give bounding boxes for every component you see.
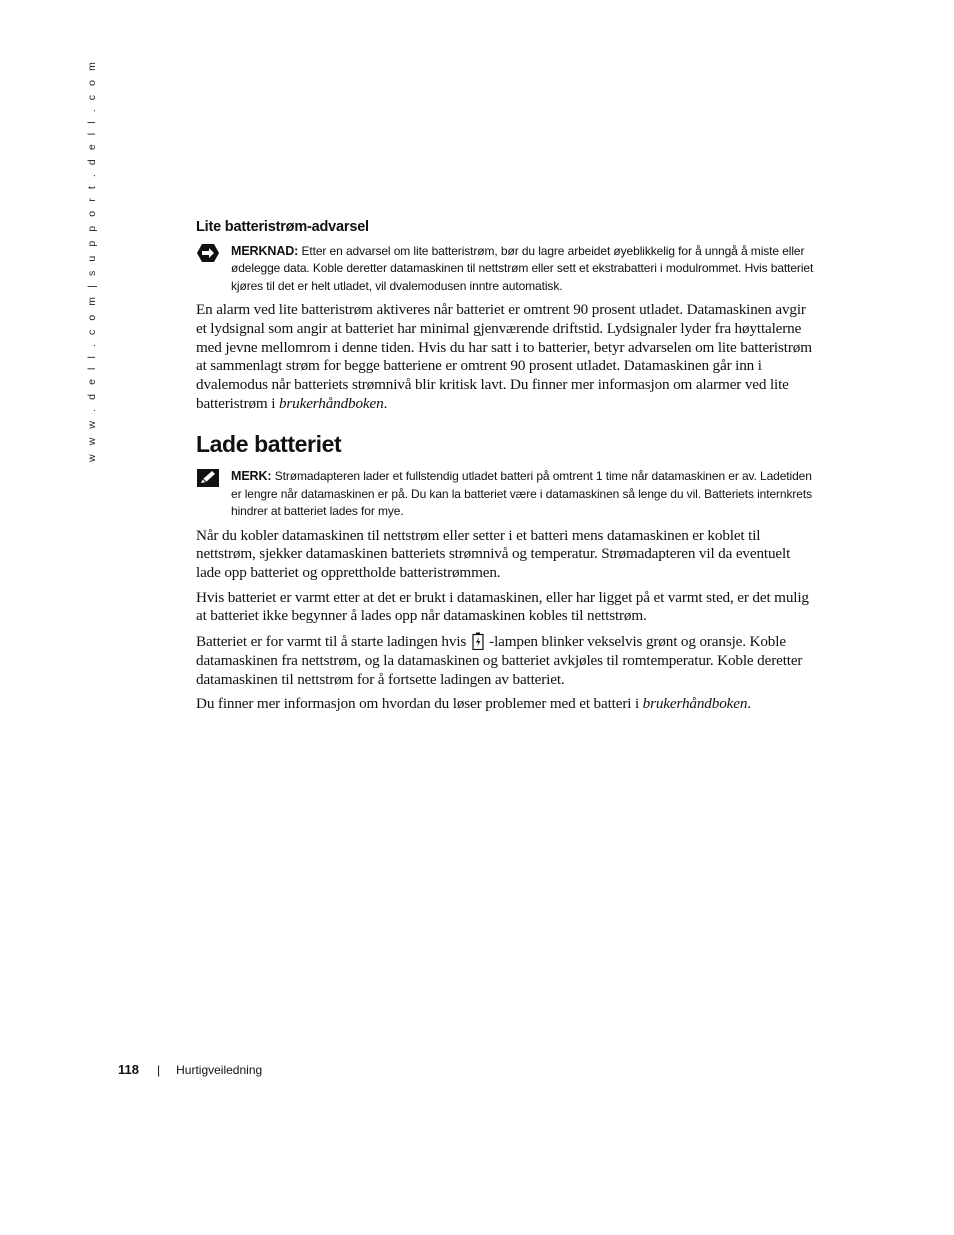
side-url: w w w . d e l l . c o m | s u p p o r t . d e l l . c o m <box>86 59 98 462</box>
charging-paragraph-3 <box>196 632 816 689</box>
section-heading-low-battery: Lite batteristrøm-advarsel <box>196 219 369 235</box>
charging-paragraph-2: Hvis batteriet er varmt etter at det er brukt i datamaskinen, eller har ligget på et varmt sted, er det mulig at batteriet ikke begynner å lades opp når datamaskinen kobles til nettstrøm. <box>196 588 809 625</box>
page-number: 118 <box>118 1062 139 1077</box>
note-text <box>231 468 816 520</box>
note-label: MERK: <box>231 469 272 484</box>
charging-paragraph-4-end: . <box>747 695 751 713</box>
charging-paragraph-4 <box>196 695 816 714</box>
notice-box <box>196 243 816 295</box>
low-battery-paragraph-text: En alarm ved lite batteristrøm aktiveres når batteriet er omtrent 90 prosent utladet. Datamaskinen avgir et lydsignal som angir at batteriet har minimal gjenværende driftstid. Lydsignaler lyder fra høyttalerne med jevne mellomrom i denne tiden. Hvis du har satt i to batterier, betyr advarselen om lite batteristrøm at sammenlagt strøm for begge batteriene er omtrent 90 prosent utladet. Datamaskinen går inn i dvalemodus når batteriets strømnivå blir kritisk lavt. Du finner mer informasjon om alarmer ved lite batteristrøm i <box>196 301 812 412</box>
charging-paragraph-4-italic: brukerhåndboken <box>642 695 748 713</box>
charging-paragraph-3-start: Batteriet er for varmt til å starte ladingen hvis <box>196 633 467 651</box>
charging-paragraph-1: Når du kobler datamaskinen til nettstrøm eller setter i et batteri mens datamaskinen er koblet til nettstrøm, sjekker datamaskinen batteriets strømnivå og temperatur. Strømadapteren vil da eventuelt lade opp batteriet og opprettholde batteristrømmen. <box>196 526 791 582</box>
page-footer <box>118 1062 262 1077</box>
page-content <box>196 219 816 720</box>
note-body: Strømadapteren lader et fullstendig utladet batteri på omtrent 1 time når datamaskinen er av. Ladetiden er lengre når datamaskinen er på. Du kan la batteriet være i datamaskinen så lenge du vil. Batteriets internkrets hindrer at batteriet lades for mye. <box>231 469 813 519</box>
notice-label: MERKNAD: <box>231 244 299 258</box>
low-battery-paragraph <box>196 301 816 413</box>
footer-separator: | <box>156 1063 161 1077</box>
notice-text <box>231 243 816 295</box>
notice-arrow-icon <box>196 243 220 263</box>
note-box <box>196 468 816 520</box>
pencil-note-icon <box>196 468 220 488</box>
low-battery-paragraph-italic: brukerhåndboken <box>278 394 384 412</box>
footer-doc-title: Hurtigveiledning <box>176 1063 263 1077</box>
section-title-charging: Lade batteriet <box>196 431 342 458</box>
low-battery-paragraph-end: . <box>383 394 388 412</box>
charging-paragraph-4-text: Du finner mer informasjon om hvordan du løser problemer med et batteri i <box>196 695 643 713</box>
battery-status-icon <box>472 632 484 650</box>
notice-body: Etter en advarsel om lite batteristrøm, bør du lagre arbeidet øyeblikkelig for å unngå å miste eller ødelegge data. Koble deretter datamaskinen til nettstrøm eller sett et ekstrabatteri i modulrommet. Hvis batteriet kjøres til det er helt utladet, vil dvalemodusen inntre automatisk. <box>231 244 814 293</box>
charging-paragraph-3-end: -lampen blinker vekselvis grønt og oransje. Koble datamaskinen fra nettstrøm, og la datamaskinen og batteriet avkjøles til romtemperatur. Koble deretter datamaskinen til nettstrøm for å fortsette ladingen av batteriet. <box>196 633 803 688</box>
